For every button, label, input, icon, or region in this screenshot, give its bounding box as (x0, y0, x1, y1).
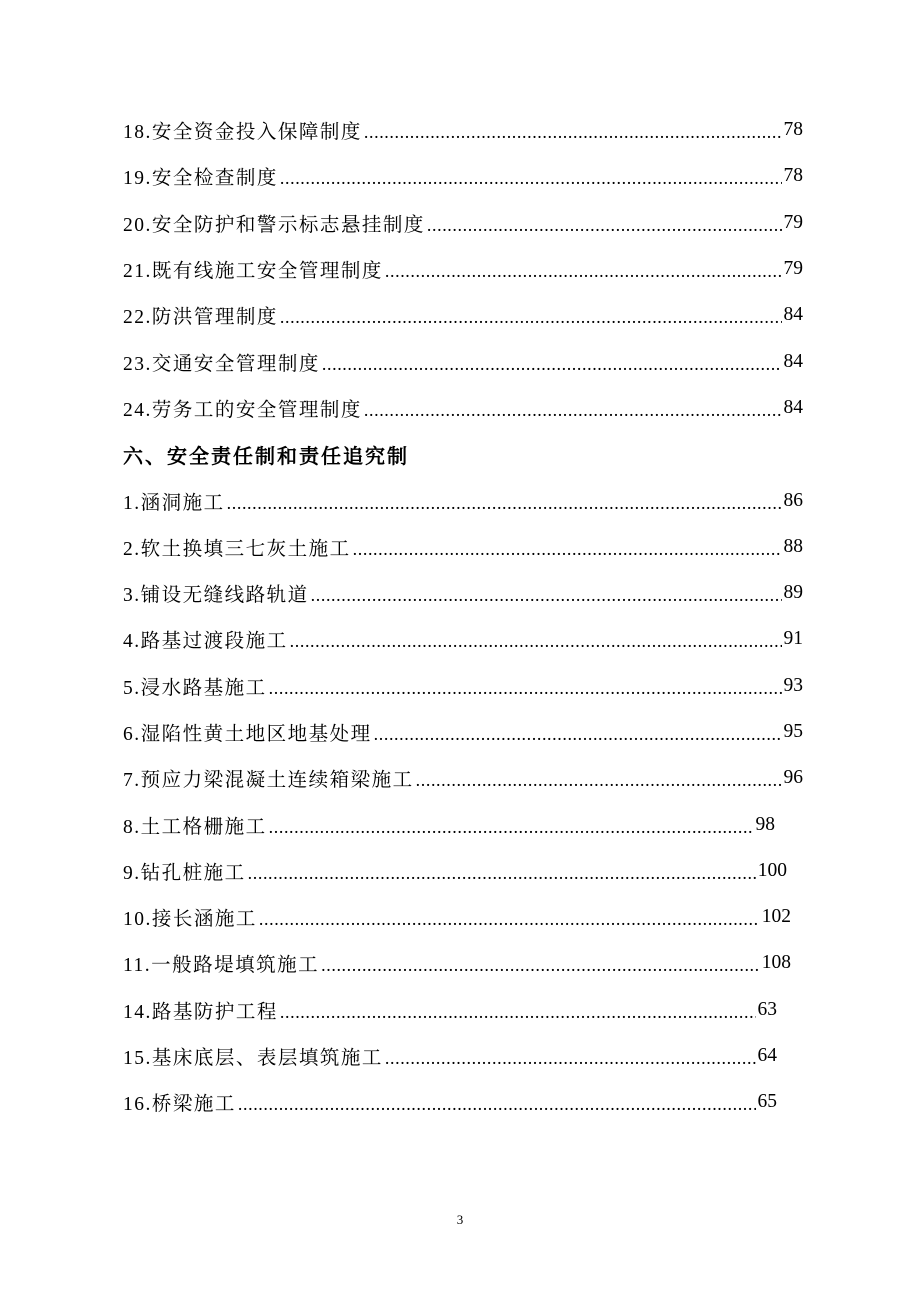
toc-entry[interactable] (123, 246, 803, 292)
dot-leader (322, 354, 782, 376)
toc-entry-title: 15.基床底层、表层填筑施工 (123, 1048, 383, 1070)
toc-entry[interactable] (123, 200, 803, 246)
toc-entry-page: 95 (783, 721, 803, 742)
toc-entry-title: 24.劳务工的安全管理制度 (123, 399, 362, 421)
dot-leader (321, 955, 760, 977)
toc-entry[interactable] (123, 755, 803, 801)
dot-leader (311, 585, 782, 607)
toc-entry-page: 79 (783, 211, 803, 233)
toc-entry-page: 88 (783, 535, 803, 557)
toc-entry-page: 108 (761, 952, 791, 974)
toc-entry[interactable] (123, 940, 791, 986)
dot-leader (374, 724, 782, 746)
toc-entry-title: 3.铺设无缝线路轨道 (123, 585, 309, 607)
toc-entry[interactable] (123, 616, 803, 662)
toc-entry-page: 98 (755, 813, 775, 835)
toc-entry-title: 9.钻孔桩施工 (123, 862, 246, 884)
toc-entry-title: 18.安全资金投入保障制度 (123, 122, 362, 144)
dot-leader (364, 122, 782, 144)
toc-entry-page: 65 (757, 1091, 777, 1113)
dot-leader (269, 678, 782, 700)
toc-entry[interactable] (123, 663, 803, 709)
toc-entry-page: 64 (757, 1045, 777, 1067)
toc-entry[interactable] (123, 848, 787, 894)
toc-entry[interactable] (123, 801, 775, 847)
toc-entry-page: 102 (761, 906, 791, 928)
toc-entry[interactable] (123, 1079, 777, 1125)
toc-entry-title: 6.湿陷性黄土地区地基处理 (123, 724, 372, 745)
toc-entry-page: 84 (783, 304, 803, 326)
toc-entry-title: 2.软土换填三七灰土施工 (123, 538, 351, 560)
dot-leader (427, 215, 782, 237)
toc-entry[interactable] (123, 385, 803, 431)
dot-leader (248, 863, 756, 885)
dot-leader (269, 817, 754, 839)
dot-leader (364, 400, 782, 422)
dot-leader (290, 631, 782, 653)
toc-entry[interactable] (123, 570, 803, 616)
toc-entry-title: 7.预应力梁混凝土连续箱梁施工 (123, 770, 414, 792)
toc-entry-page: 84 (783, 396, 803, 418)
toc-entry-page: 89 (783, 582, 803, 604)
dot-leader (385, 1048, 756, 1070)
dot-leader (353, 539, 782, 561)
dot-leader (280, 1002, 756, 1024)
toc-entry[interactable] (123, 1033, 777, 1079)
toc-entry-title: 8.土工格栅施工 (123, 816, 267, 838)
dot-leader (259, 909, 760, 931)
toc-entry[interactable] (123, 894, 791, 940)
dot-leader (238, 1094, 756, 1116)
dot-leader (385, 261, 782, 283)
toc-entry[interactable] (123, 338, 803, 384)
toc-entry[interactable] (123, 153, 803, 199)
dot-leader (280, 307, 782, 329)
toc-entry-title: 20.安全防护和警示标志悬挂制度 (123, 214, 425, 236)
toc-entry-page: 100 (757, 859, 787, 881)
toc-entry-title: 10.接长涵施工 (123, 909, 257, 931)
table-of-contents (123, 107, 803, 1126)
toc-entry-title: 21.既有线施工安全管理制度 (123, 261, 383, 283)
toc-entry-page: 96 (783, 767, 803, 789)
section-heading[interactable]: 六、安全责任制和责任追究制 (123, 443, 409, 468)
dot-leader (227, 493, 782, 515)
page-number: 3 (456, 1212, 464, 1227)
toc-entry-title: 11.一般路堤填筑施工 (123, 955, 320, 977)
toc-entry-title: 1.涵洞施工 (123, 492, 225, 514)
toc-entry-title: 5.浸水路基施工 (123, 677, 267, 699)
toc-entry-page: 93 (783, 674, 803, 696)
toc-entry-page: 78 (783, 165, 803, 187)
toc-entry-title: 16.桥梁施工 (123, 1094, 236, 1116)
toc-entry[interactable] (123, 524, 803, 570)
toc-entry-page: 86 (783, 489, 803, 511)
toc-entry-page: 84 (783, 350, 803, 372)
toc-entry-page: 63 (757, 998, 777, 1020)
toc-entry-page: 91 (783, 628, 803, 650)
dot-leader (280, 168, 782, 190)
toc-entry-title: 19.安全检查制度 (123, 168, 278, 190)
toc-entry[interactable] (123, 107, 803, 153)
toc-entry-page: 79 (783, 258, 803, 280)
toc-entry[interactable] (123, 477, 803, 523)
toc-entry-page: 78 (783, 119, 803, 141)
toc-entry-title: 14.路基防护工程 (123, 1001, 278, 1023)
toc-entry-title: 22.防洪管理制度 (123, 307, 278, 329)
toc-entry-title: 23.交通安全管理制度 (123, 353, 320, 375)
dot-leader (416, 770, 782, 792)
toc-entry[interactable] (123, 292, 803, 338)
toc-entry[interactable] (123, 709, 803, 755)
toc-entry[interactable] (123, 987, 777, 1033)
toc-entry-title: 4.路基过渡段施工 (123, 631, 288, 653)
